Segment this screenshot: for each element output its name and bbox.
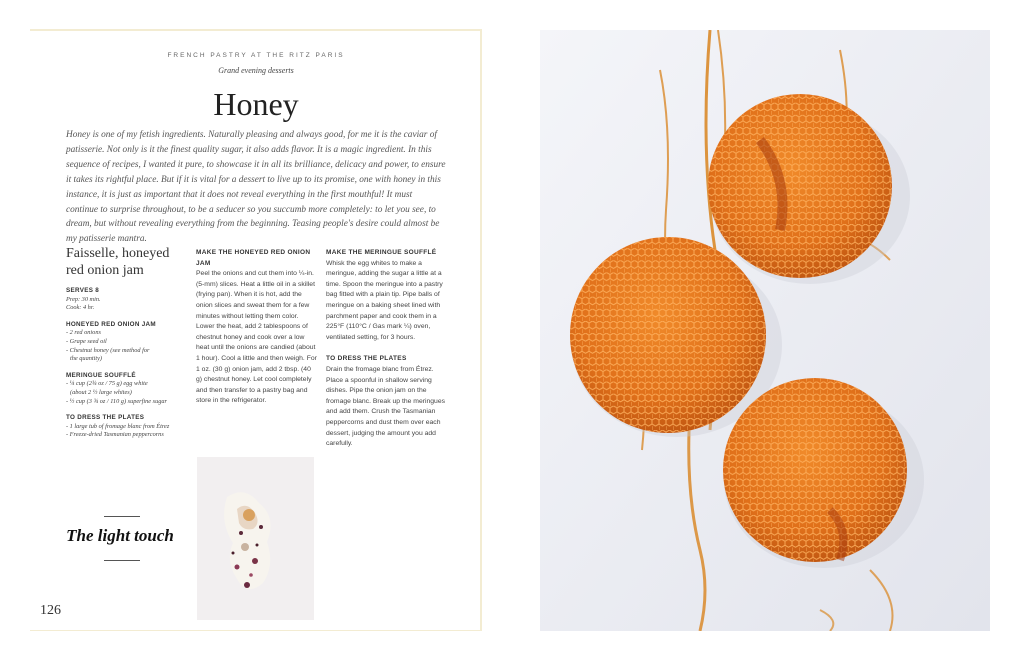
page-border-top (30, 29, 482, 31)
meringue-ingredients-heading: MERINGUE SOUFFLÉ (66, 371, 136, 379)
ingredient-item: - ½ cup (3 ¾ oz / 110 g) superfine sugar (66, 397, 167, 405)
ingredient-item: (about 2 ½ large whites) (70, 388, 132, 396)
running-head: FRENCH PASTRY AT THE RITZ PARIS (167, 52, 345, 59)
light-touch-caption: The light touch (66, 526, 174, 545)
light-touch-rule-bottom (104, 560, 140, 561)
ingredients-column (66, 287, 184, 440)
page-title: Honey (213, 86, 299, 122)
method-plates-text: Drain the fromage blanc from Étrez. Place a spoonful in shallow serving dishes. Pipe the onion jam on the fromage blanc. Break up the meringues and add them. Crush the Tasmanian peppercorns and dust them over each dessert, judging the amount you add carefully. (326, 365, 446, 448)
method-plates-heading: TO DRESS THE PLATES (326, 355, 407, 363)
plates-ingredients-heading: TO DRESS THE PLATES (66, 414, 145, 422)
ingredient-item: - Freeze-dried Tasmanian peppercorns (66, 431, 164, 439)
ingredient-item: - Grape seed oil (66, 337, 107, 345)
plated-dessert-photo (197, 457, 314, 620)
page-border-bottom (30, 630, 482, 631)
cook-time: Cook: 4 hr. (66, 304, 95, 312)
honeycomb-photo (540, 30, 990, 631)
method-column-2 (326, 248, 448, 450)
ingredient-item: the quantity) (70, 355, 103, 363)
page-number: 126 (40, 603, 61, 618)
method-jam-text: Peel the onions and cut them into ¼-in. (5-mm) slices. Heat a little oil in a skillet (frying pan). When it is hot, add the onion slices and sweat them for a few minutes without letting them color. Lower the heat, add 2 tablespoons of chestnut honey and cook over a low heat until the onions are candied (about 1 hour). Cool a little and then weigh. For 1 oz. (30 g) onion jam, add 2 tbsp. (40 g) chestnut honey. Let cool completely and then transfer to a pastry bag and store in the refrigerator. (196, 270, 317, 405)
light-touch-rule-top (104, 516, 140, 517)
method-meringue-heading: MAKE THE MERINGUE SOUFFLÉ (326, 249, 437, 256)
ingredient-item: - 2 red onions (66, 329, 101, 337)
jam-ingredients-heading: HONEYED RED ONION JAM (66, 320, 156, 328)
ingredient-item: - Chestnut honey (see method for (66, 346, 150, 354)
method-meringue-text: Whisk the egg whites to make a meringue, adding the sugar a little at a time. Spoon the meringue into a pastry bag fitted with a plain tip. Pipe balls of meringue on a baking sheet lined with parchment paper and cook them in a 225°F (110°C / Gas mark ¼) oven, ventilated setting, for 3 hours. (326, 259, 443, 341)
ingredient-item: - 1 large tub of fromage blanc from Étrez (66, 422, 170, 430)
recipe-title: Faisselle, honeyed red onion jam (66, 246, 170, 278)
method-jam-heading: MAKE THE HONEYED RED ONION JAM (196, 249, 311, 267)
serves-heading: SERVES 8 (66, 287, 100, 294)
prep-time: Prep: 30 min. (66, 295, 101, 303)
ingredient-item: - ¼ cup (2¾ oz / 75 g) egg white (66, 380, 148, 388)
section-heading: Grand evening desserts (218, 66, 294, 75)
intro-paragraph: Honey is one of my fetish ingredients. Naturally pleasing and always good, for me it is the caviar of patisserie. Not only is it the finest quality sugar, it also adds flavor. It is a magic ingredient. In this sequence of recipes, I wanted it pure, to showcase it in all its brilliance, delicacy and power, to ensure it takes its rightful place. But if it is vital for a dessert to live up to its promise, one with honey in this instance, it is just as important that it does not reveal everything in the first mouthful! It must continue to surprise throughout, to be a seducer so you succumb more completely: to let you see, to dream, but without revealing everything from the beginning. Teasing people's desire could almost be my patisserie mantra. (66, 130, 446, 245)
method-column-1 (196, 248, 318, 407)
